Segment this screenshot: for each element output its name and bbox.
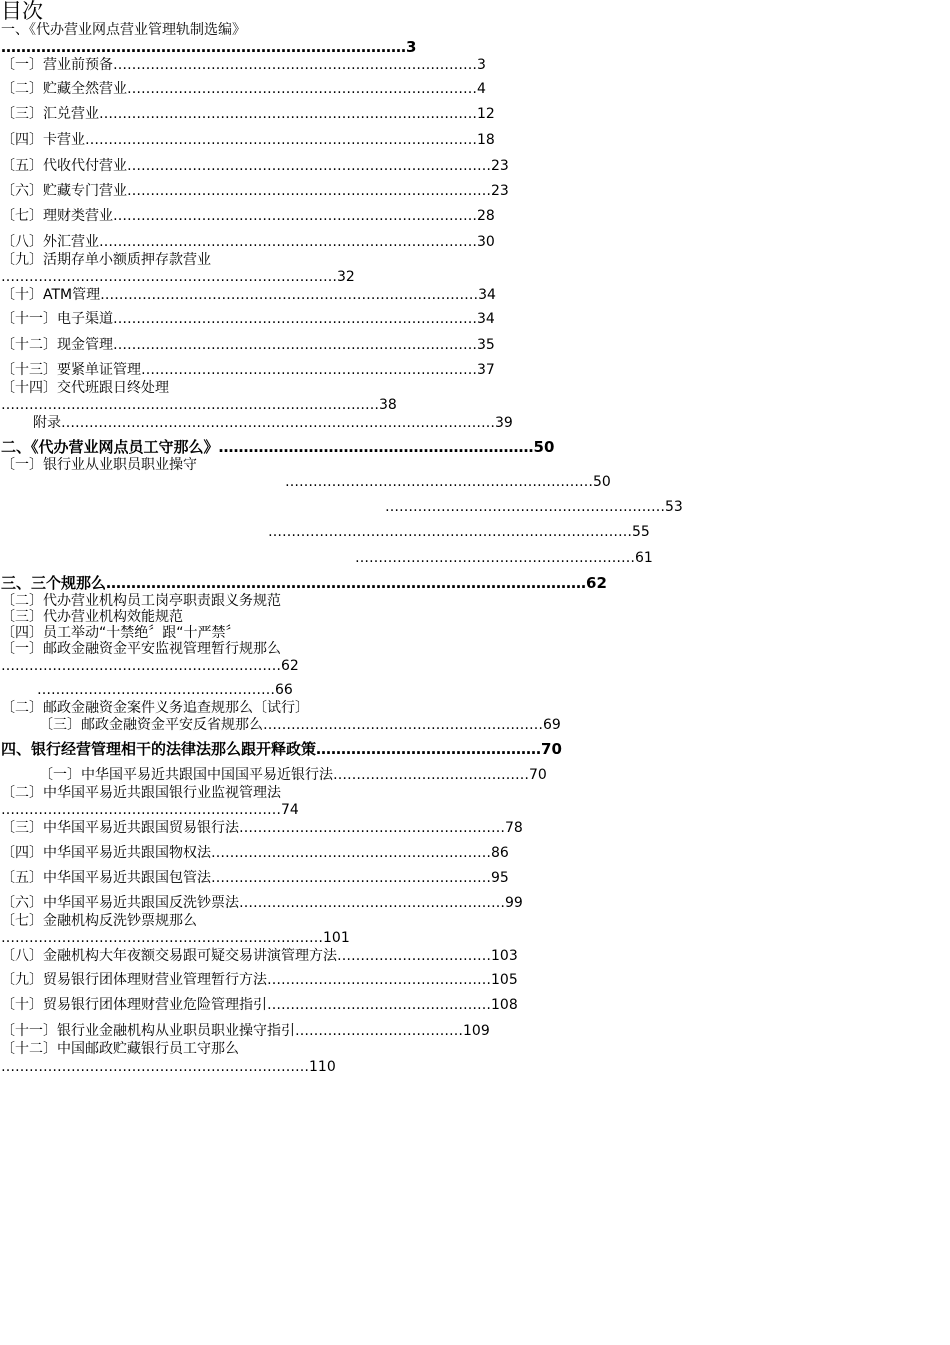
toc-entry: 三、三个规那么……………………………………………………………………………………62 xyxy=(1,574,607,592)
toc-entry: 附录…………………………………………………………………………………39 xyxy=(33,415,513,431)
toc-entry: ………………………………………………………………………38 xyxy=(1,397,397,413)
toc-entry: ……………………………………………………74 xyxy=(1,802,299,818)
toc-entry: 〔十一〕银行业金融机构从业职员职业操守指引………………………………109 xyxy=(1,1023,490,1039)
toc-entry: ……………………………………………………………101 xyxy=(1,930,350,946)
toc-entry: 〔六〕中华国平易近共跟国反洗钞票法…………………………………………………99 xyxy=(1,895,523,911)
toc-entry: ……………………………………………………………………55 xyxy=(268,524,650,540)
toc-entry: 〔八〕外汇营业………………………………………………………………………30 xyxy=(1,234,495,250)
toc-entry: 〔四〕员工举动“十禁绝〞跟“十严禁〞 xyxy=(1,625,240,641)
toc-entry: ……………………………………………………62 xyxy=(1,658,299,674)
toc-entry: 〔十〕ATM管理………………………………………………………………………34 xyxy=(1,287,496,303)
toc-entry: 〔三〕代办营业机构效能规范 xyxy=(1,609,183,625)
toc-entry: 〔七〕理财类营业……………………………………………………………………28 xyxy=(1,208,495,224)
toc-entry: ………………………………………………………………………3 xyxy=(1,38,417,56)
toc-entry: 〔八〕金融机构大年夜额交易跟可疑交易讲演管理方法……………………………103 xyxy=(1,948,518,964)
toc-entry: 〔五〕中华国平易近共跟国包管法……………………………………………………95 xyxy=(1,870,509,886)
toc-entry: 〔二〕贮藏全然营业…………………………………………………………………4 xyxy=(1,81,486,97)
toc-entry: 一、《代办营业网点营业管理轨制选编》 xyxy=(1,22,246,38)
toc-entry: 〔三〕邮政金融资金平安反省规那么……………………………………………………69 xyxy=(39,717,561,733)
toc-entry: 〔二〕中华国平易近共跟国银行业监视管理法 xyxy=(1,785,281,801)
toc-entry: 〔七〕金融机构反洗钞票规那么 xyxy=(1,913,197,929)
toc-entry: …………………………………………………………50 xyxy=(285,474,611,490)
toc-entry: 〔一〕邮政金融资金平安监视管理暂行规那么 xyxy=(1,641,281,657)
toc-entry: 〔十〕贸易银行团体理财营业危险管理指引…………………………………………108 xyxy=(1,997,518,1013)
toc-entry: 〔十四〕交代班跟日终处理 xyxy=(1,380,169,396)
toc-entry: 〔十一〕电子渠道……………………………………………………………………34 xyxy=(1,311,495,327)
toc-entry: 〔三〕汇兑营业………………………………………………………………………12 xyxy=(1,106,495,122)
toc-entry: 〔十二〕中国邮政贮藏银行员工守那么 xyxy=(1,1041,239,1057)
toc-entry: ……………………………………………………53 xyxy=(385,499,683,515)
toc-entry: 二、《代办营业网点员工守那么》………………………………………………………50 xyxy=(1,438,555,456)
toc-entry: 〔九〕贸易银行团体理财营业管理暂行方法…………………………………………105 xyxy=(1,972,518,988)
toc-entry: …………………………………………………………110 xyxy=(1,1059,336,1075)
toc-entry: 〔四〕中华国平易近共跟国物权法……………………………………………………86 xyxy=(1,845,509,861)
toc-entry: 四、银行经营管理相干的法律法那么跟开释政策………………………………………70 xyxy=(1,740,562,758)
toc-entry: ……………………………………………………61 xyxy=(355,550,653,566)
toc-entry: ………………………………………………………………32 xyxy=(1,269,355,285)
toc-entry: 〔二〕代办营业机构员工岗亭职责跟义务规范 xyxy=(1,593,281,609)
toc-entry: ……………………………………………66 xyxy=(37,682,293,698)
toc-entry: 〔一〕营业前预备……………………………………………………………………3 xyxy=(1,57,486,73)
toc-entry: 〔三〕中华国平易近共跟国贸易银行法…………………………………………………78 xyxy=(1,820,523,836)
toc-entry: 〔一〕银行业从业职员职业操守 xyxy=(1,457,197,473)
toc-title: 目次 xyxy=(1,0,43,23)
toc-entry: 〔九〕活期存单小额质押存款营业 xyxy=(1,252,211,268)
toc-entry: 〔五〕代收代付营业……………………………………………………………………23 xyxy=(1,158,509,174)
toc-entry: 〔一〕中华国平易近共跟国中国国平易近银行法……………………………………70 xyxy=(39,767,547,783)
toc-entry: 〔四〕卡营业…………………………………………………………………………18 xyxy=(1,132,495,148)
toc-entry: 〔二〕邮政金融资金案件义务追查规那么〔试行〕 xyxy=(1,700,309,716)
toc-entry: 〔十二〕现金管理……………………………………………………………………35 xyxy=(1,337,495,353)
toc-entry: 〔六〕贮藏专门营业……………………………………………………………………23 xyxy=(1,183,509,199)
toc-entry: 〔十三〕要紧单证管理………………………………………………………………37 xyxy=(1,362,495,378)
